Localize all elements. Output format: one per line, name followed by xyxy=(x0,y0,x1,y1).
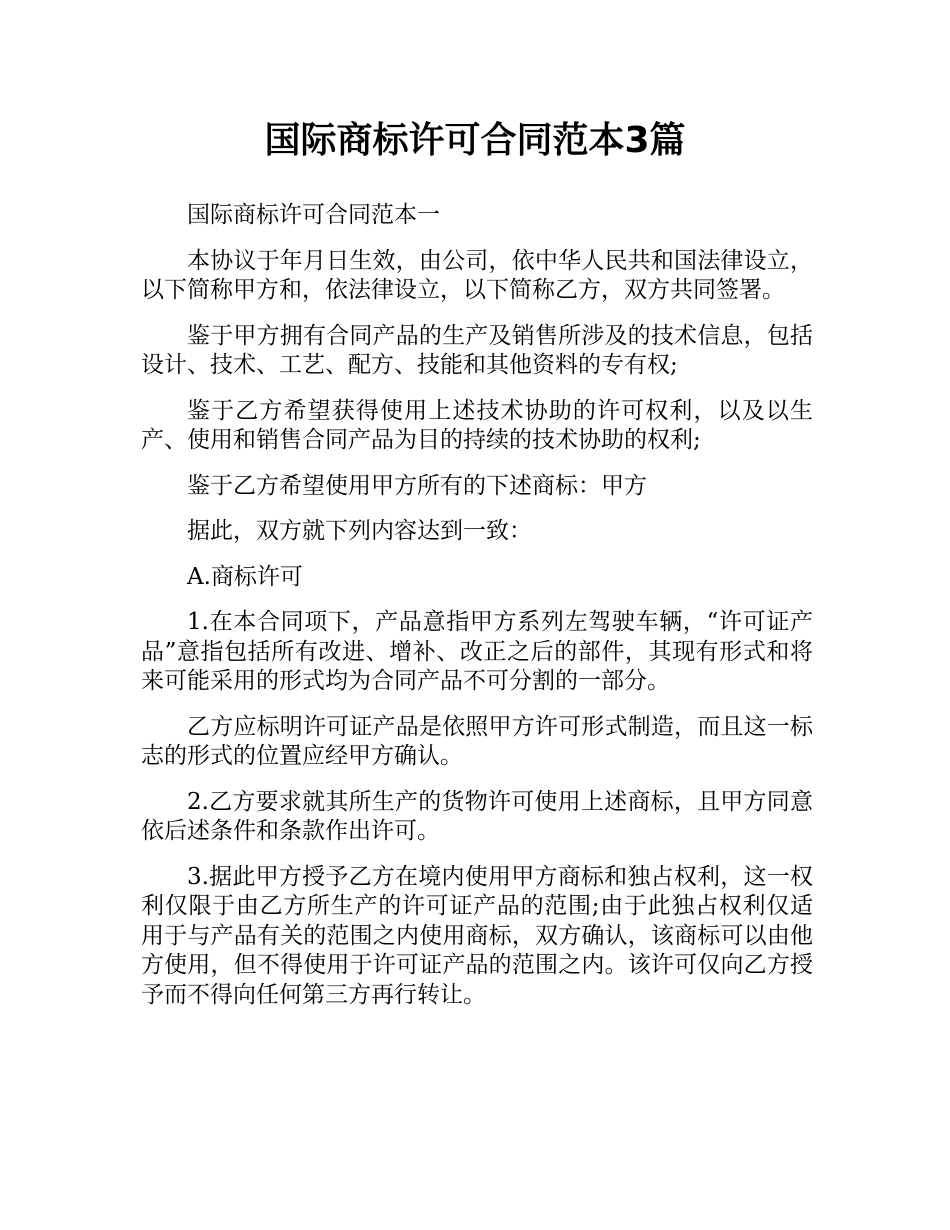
paragraph: 3.据此甲方授予乙方在境内使用甲方商标和独占权利，这一权利仅限于由乙方所生产的许可证产品的范围;由于此独占权利仅适用于与产品有关的范围之内使用商标，双方确认，该商标可以由他方使用，但不得使用于许可证产品的范围之内。该许可仅向乙方授予而不得向任何第三方再行转让。 xyxy=(141,863,813,1008)
document-title: 国际商标许可合同范本3篇 xyxy=(264,120,686,161)
paragraph: 鉴于乙方希望获得使用上述技术协助的许可权利，以及以生产、使用和销售合同产品为目的持续的技术协助的权利; xyxy=(141,397,813,453)
paragraph: 本协议于年月日生效，由公司，依中华人民共和国法律设立，以下简称甲方和，依法律设立，以下简称乙方，双方共同签署。 xyxy=(141,247,813,303)
paragraph: 鉴于乙方希望使用甲方所有的下述商标：甲方 xyxy=(187,472,647,499)
paragraph: 据此，双方就下列内容达到一致： xyxy=(187,518,532,544)
subsection-heading: A.商标许可 xyxy=(187,563,303,590)
section-heading: 国际商标许可合同范本一 xyxy=(187,202,440,228)
paragraph: 乙方应标明许可证产品是依照甲方许可形式制造，而且这一标志的形式的位置应经甲方确认。 xyxy=(141,713,813,769)
document-body xyxy=(141,201,813,1026)
paragraph: 鉴于甲方拥有合同产品的生产及销售所涉及的技术信息，包括设计、技术、工艺、配方、技能和其他资料的专有权; xyxy=(141,322,813,378)
paragraph: 2.乙方要求就其所生产的货物许可使用上述商标，且甲方同意依后述条件和条款作出许可。 xyxy=(141,788,813,844)
paragraph: 1.在本合同项下，产品意指甲方系列左驾驶车辆，“许可证产品”意指包括所有改进、增补、改正之后的部件，其现有形式和将来可能采用的形式均为合同产品不可分割的一部分。 xyxy=(141,609,813,694)
